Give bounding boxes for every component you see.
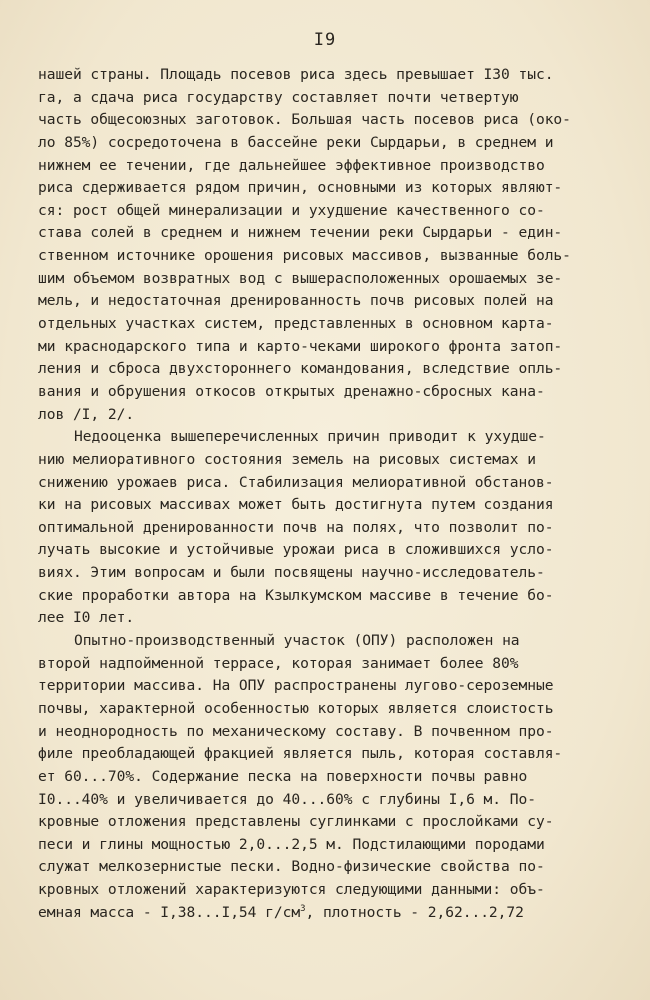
text-line: нашей страны. Площадь посевов риса здесь превышает I30 тыс. (38, 66, 554, 83)
text-line: нию мелиоративного состояния земель на рисовых системах и (38, 450, 536, 468)
text-line: кровных отложений характеризуются следующими данными: объ- (38, 881, 545, 899)
text-line: ления и сброса двухстороннего командования, вследствие опль- (38, 360, 563, 378)
body-text (38, 64, 628, 924)
text-line: песи и глины мощностью 2,0...2,5 м. Подстилающими породами (38, 835, 545, 853)
text-line-last (38, 902, 628, 925)
page-number: I9 (313, 30, 337, 50)
text-segment: , плотность - 2,62...2,72 (305, 903, 524, 921)
text-line: нижнем ее течении, где дальнейшее эффективное производство (38, 156, 545, 174)
text-line: отдельных участках систем, представленных в основном карта- (38, 315, 554, 333)
text-line: лов /I, 2/. (38, 405, 135, 423)
text-line: ственном источнике орошения рисовых массивов, вызванные боль- (38, 247, 571, 265)
text-line: шим объемом возвратных вод с вышерасположенных орошаемых зе- (38, 269, 563, 287)
text-line: виях. Этим вопросам и были посвящены научно-исследователь- (38, 564, 545, 582)
text-line: территории массива. На ОПУ распространены лугово-сероземные (38, 677, 554, 695)
superscript: 3 (300, 903, 306, 914)
text-line: ет 60...70%. Содержание песка на поверхности почвы равно (38, 767, 528, 785)
text-line: га, а сдача риса государству составляет почти четвертую (38, 88, 519, 106)
text-line: става солей в среднем и нижнем течении реки Сырдарьи - един- (38, 224, 563, 242)
text-line: почвы, характерной особенностью которых является слоистость (38, 699, 554, 717)
text-line: второй надпойменной террасе, которая занимает более 80% (38, 654, 519, 672)
text-line: часть общесоюзных заготовок. Большая часть посевов риса (око- (38, 111, 571, 129)
text-line: ки на рисовых массивах может быть достигнута путем создания (38, 496, 554, 514)
text-line: филе преобладающей фракцией является пыль, которая составля- (38, 745, 563, 763)
text-line: лучать высокие и устойчивые урожаи риса в сложившихся усло- (38, 541, 554, 559)
text-line: мель, и недостаточная дренированность почв рисовых полей на (38, 292, 554, 310)
text-line: ские проработки автора на Кзылкумском массиве в течение бо- (38, 586, 554, 604)
text-line: ло 85%) сосредоточена в бассейне реки Сырдарьи, в среднем и (38, 133, 554, 151)
text-line: I0...40% и увеличивается до 40...60% с глубины I,6 м. По- (38, 790, 536, 808)
text-line: вания и обрушения откосов открытых дренажно-сбросных кана- (38, 382, 545, 400)
text-line: Недооценка вышеперечисленных причин приводит к ухудше- (74, 428, 546, 446)
text-line: ся: рост общей минерализации и ухудшение качественного со- (38, 201, 545, 219)
text-line: служат мелкозернистые пески. Водно-физические свойства по- (38, 858, 545, 876)
text-line: кровные отложения представлены суглинками с прослойками су- (38, 813, 554, 831)
text-segment: емная масса - I,38...I,54 г/см (38, 903, 301, 921)
text-line: Опытно-производственный участок (ОПУ) расположен на (74, 632, 520, 650)
text-line: снижению урожаев риса. Стабилизация мелиоративной обстанов- (38, 473, 554, 491)
text-line: и неоднородность по механическому составу. В почвенном про- (38, 722, 554, 740)
text-line: оптимальной дренированности почв на полях, что позволит по- (38, 518, 554, 536)
text-line: риса сдерживается рядом причин, основными из которых являют- (38, 179, 563, 197)
text-line: ми краснодарского типа и карто-чеками широкого фронта затоп- (38, 337, 563, 355)
text-line: лее I0 лет. (38, 609, 135, 627)
